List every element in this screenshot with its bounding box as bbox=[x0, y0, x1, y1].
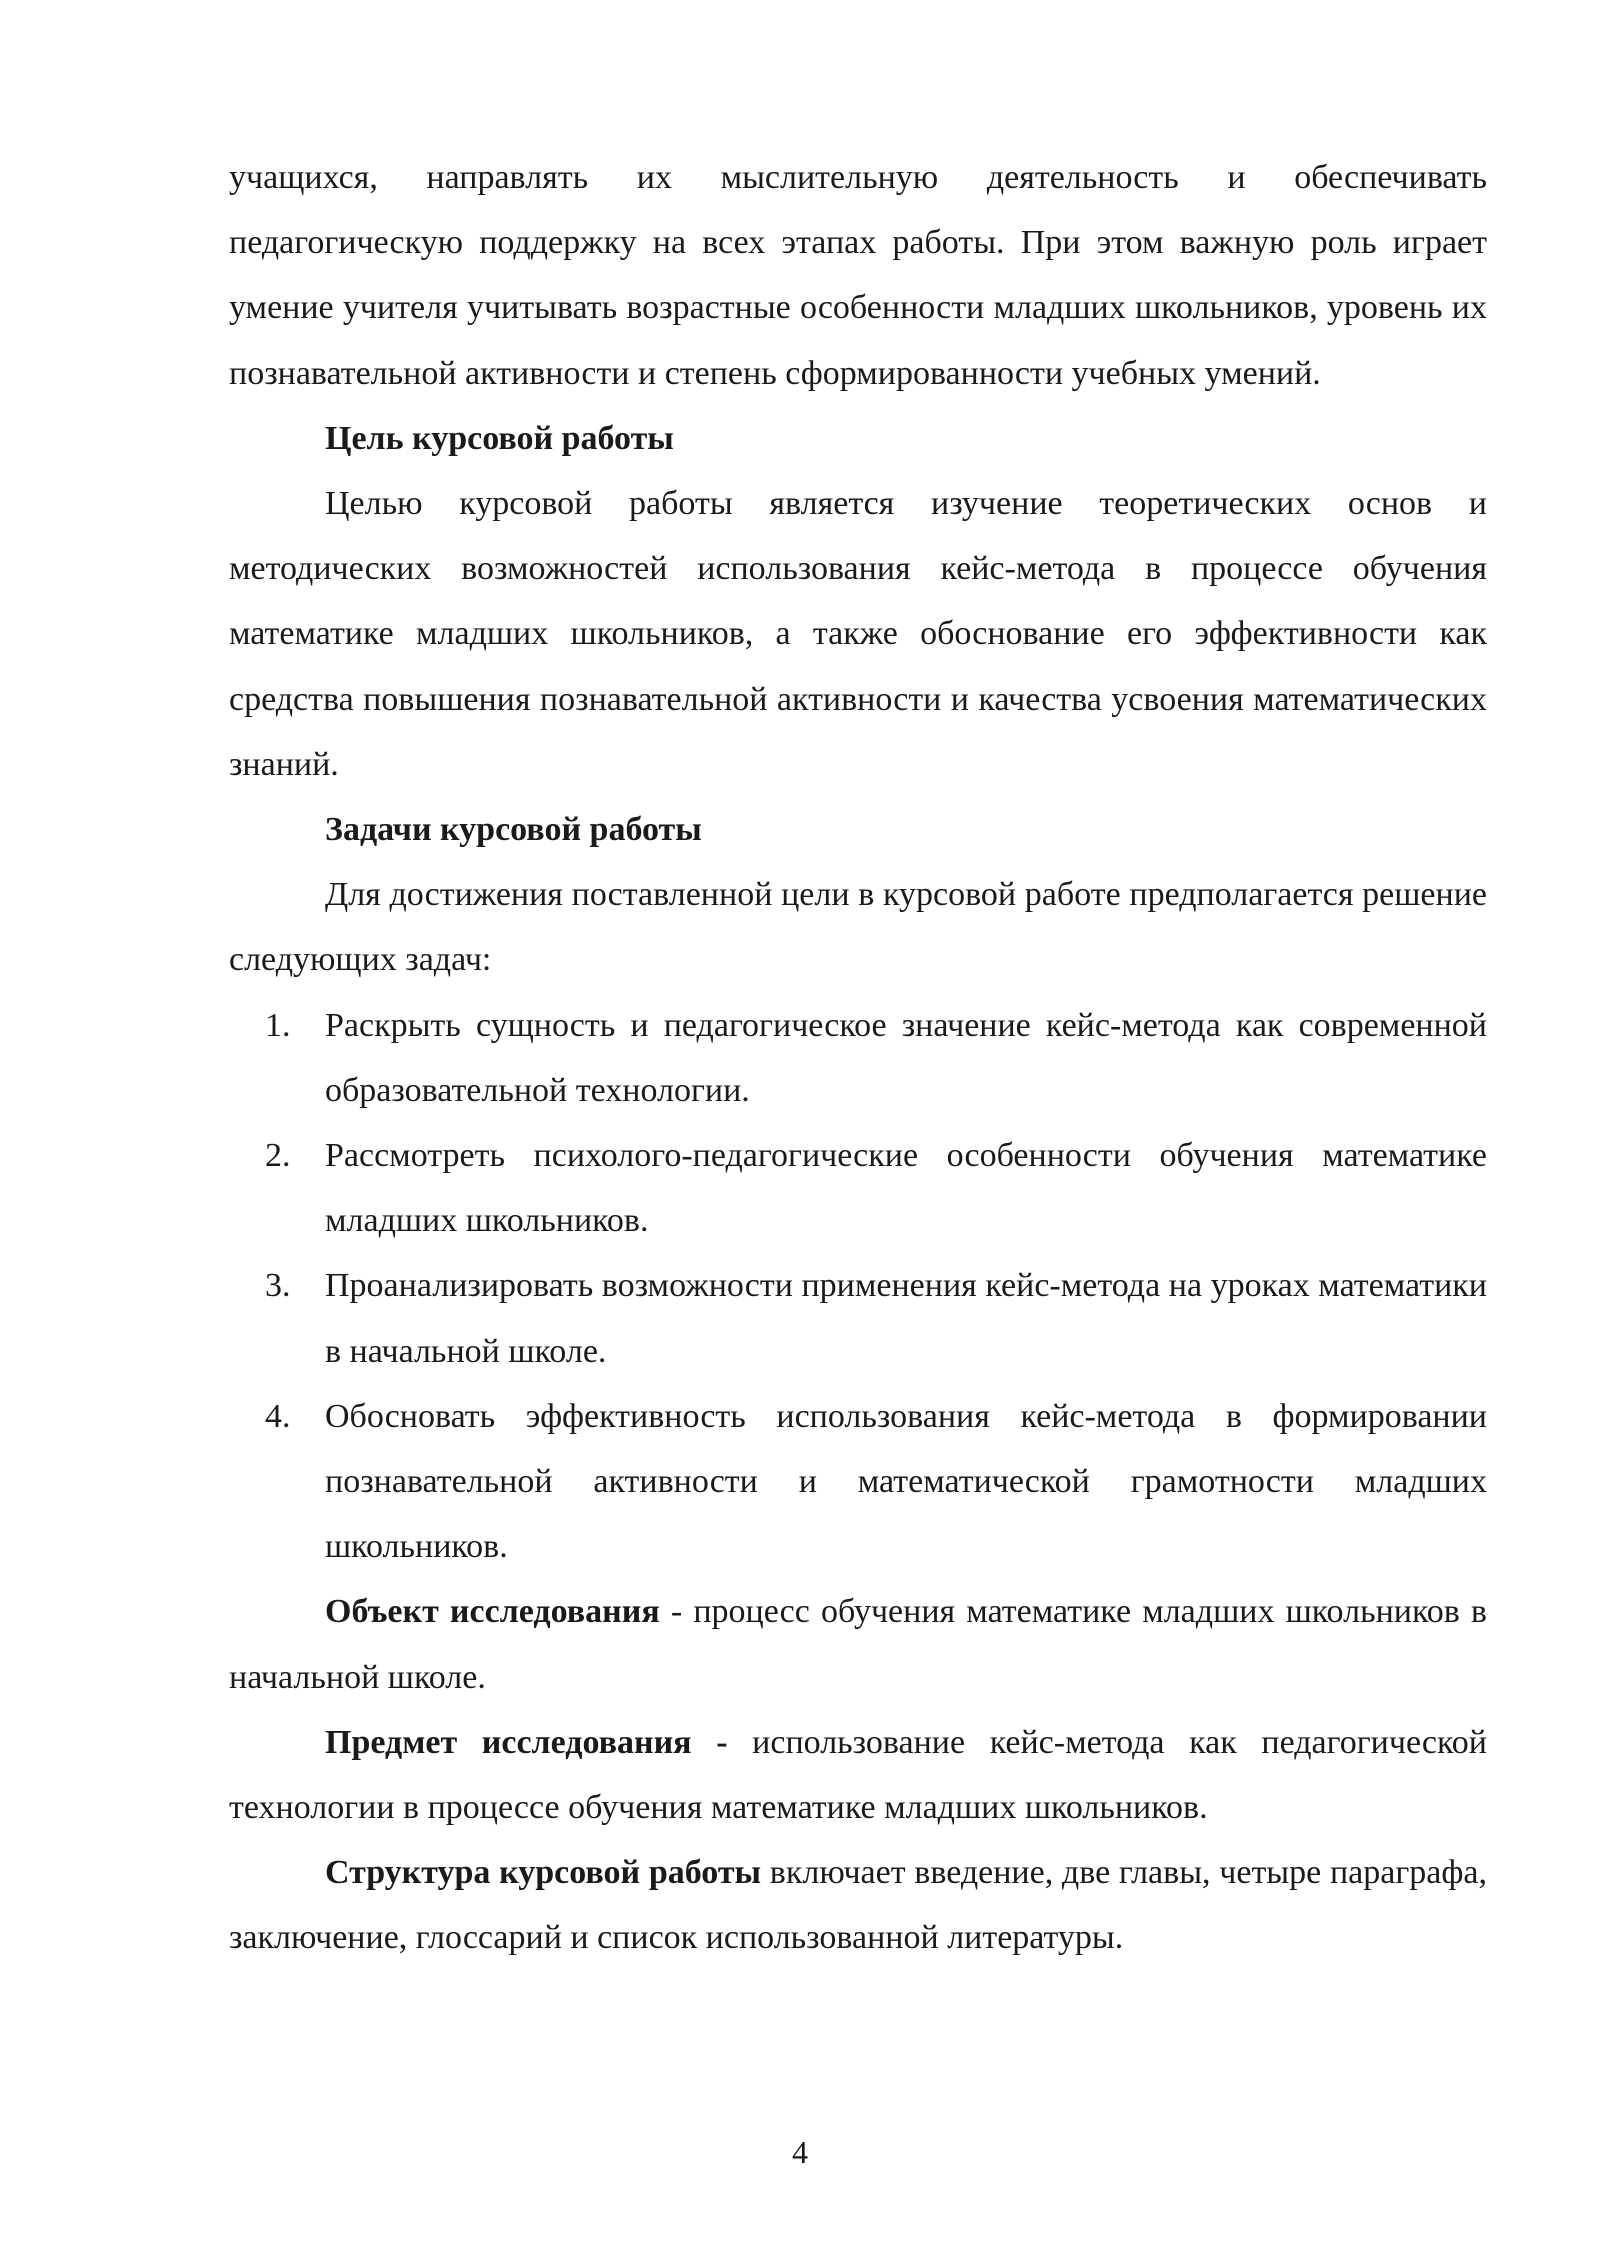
page-number: 4 bbox=[792, 2134, 808, 2170]
object-separator: - bbox=[659, 1593, 694, 1631]
list-item bbox=[229, 1384, 1487, 1580]
goal-heading: Цель курсовой работы bbox=[325, 419, 674, 457]
list-item bbox=[229, 1253, 1487, 1383]
structure-label: Структура курсовой работы bbox=[325, 1854, 762, 1892]
tasks-heading: Задачи курсовой работы bbox=[325, 811, 702, 849]
object-paragraph bbox=[229, 1579, 1487, 1709]
list-item-text: Раскрыть сущность и педагогическое значение кейс-метода как современной образовательной технологии. bbox=[325, 1006, 1487, 1109]
subject-label: Предмет исследования - bbox=[325, 1723, 728, 1761]
subject-paragraph bbox=[229, 1710, 1487, 1840]
tasks-list bbox=[229, 993, 1487, 1580]
page-content bbox=[229, 145, 1487, 1971]
intro-continuation-paragraph: учащихся, направлять их мыслительную деятельность и обеспечивать педагогическую поддержку на всех этапах работы. При этом важную роль играет умение учителя учитывать возрастные особенности младших школьников, уровень их познавательной активности и степень сформированности учебных умений. bbox=[229, 159, 1487, 392]
subject-text: использование кейс-метода как педагогической технологии в процессе обучения математике младших школьников. bbox=[229, 1723, 1487, 1827]
list-item-number: 2. bbox=[265, 1137, 291, 1175]
list-item-text: Обосновать эффективность использования кейс-метода в формировании познавательной активности и математической грамотности младших школьников. bbox=[325, 1397, 1487, 1566]
list-item-number: 4. bbox=[265, 1397, 291, 1435]
goal-paragraph: Целью курсовой работы является изучение теоретических основ и методических возможностей использования кейс-метода в процессе обучения математике младших школьников, а также обоснование его эффективности как средства повышения познавательной активности и качества усвоения математических знаний. bbox=[229, 485, 1487, 783]
list-item bbox=[229, 1123, 1487, 1253]
list-item bbox=[229, 993, 1487, 1123]
structure-text: включает введение, две главы, четыре параграфа, заключение, глоссарий и список использованной литературы. bbox=[229, 1854, 1487, 1957]
list-item-text: Рассмотреть психолого-педагогические особенности обучения математике младших школьников. bbox=[325, 1137, 1487, 1240]
object-text: процесс обучения математике младших школьников в начальной школе. bbox=[229, 1593, 1487, 1696]
tasks-intro-paragraph: Для достижения поставленной цели в курсовой работе предполагается решение следующих задач: bbox=[229, 876, 1487, 979]
structure-paragraph bbox=[229, 1840, 1487, 1970]
list-item-number: 1. bbox=[265, 1006, 291, 1044]
object-label: Объект исследования bbox=[325, 1593, 660, 1631]
list-item-text: Проанализировать возможности применения кейс-метода на уроках математики в начальной школе. bbox=[325, 1267, 1487, 1370]
list-item-number: 3. bbox=[265, 1267, 291, 1305]
